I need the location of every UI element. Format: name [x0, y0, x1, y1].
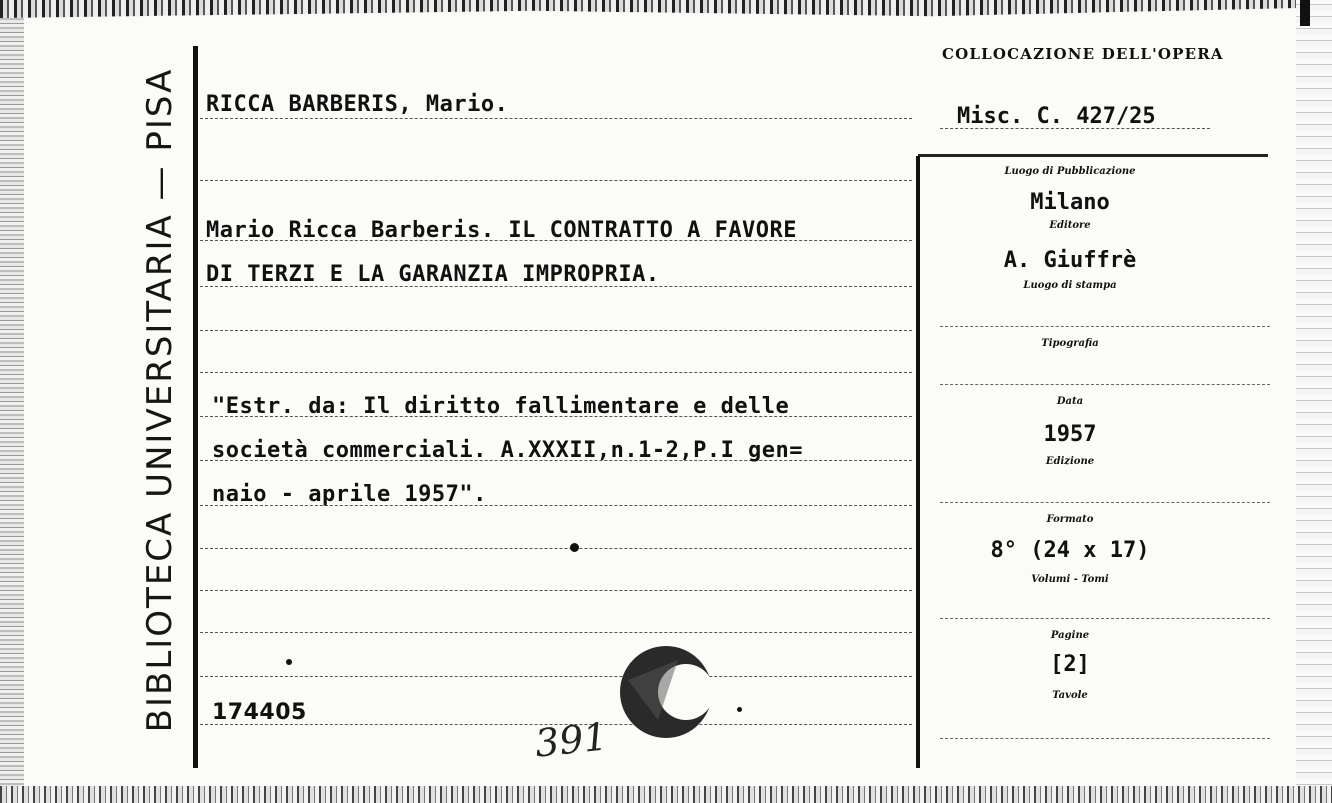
label-tipografia: Tipografia [1041, 338, 1099, 349]
ruled-line [200, 118, 912, 119]
value-editore: A. Giuffrè [1003, 248, 1137, 273]
ruled-line [200, 548, 912, 549]
label-editore: Editore [1049, 220, 1091, 231]
author-heading: RICCA BARBERIS, Mario. [206, 92, 509, 117]
ink-stamp-mark [618, 640, 718, 740]
card-edge-right [1296, 0, 1332, 803]
panel-line [940, 738, 1270, 739]
label-edizione: Edizione [1045, 456, 1095, 467]
panel-line [940, 502, 1270, 503]
value-data: 1957 [1043, 422, 1097, 447]
card-edge-left [0, 0, 24, 803]
title-line: DI TERZI E LA GARANZIA IMPROPRIA. [206, 262, 660, 287]
value-pagine: [2] [1050, 652, 1090, 677]
shelfmark: Misc. C. 427/25 [957, 104, 1156, 129]
ink-dot [737, 707, 742, 712]
note-line: società commerciali. A.XXXII,n.1-2,P.I gen= [212, 438, 804, 463]
ruled-line [200, 372, 912, 373]
card-edge-bottom [0, 786, 1332, 803]
ink-dot [286, 659, 292, 665]
note-line: "Estr. da: Il diritto fallimentare e delle [212, 394, 790, 419]
label-data: Data [1056, 396, 1084, 407]
label-luogo-pubblicazione: Luogo di Pubblicazione [1004, 166, 1136, 177]
panel-line [940, 618, 1270, 619]
label-volumi-tomi: Volumi - Tomi [1031, 574, 1109, 585]
left-margin-rule [193, 46, 198, 768]
label-formato: Formato [1046, 514, 1094, 525]
panel-top-rule [918, 154, 1268, 157]
note-line: naio - aprile 1957". [212, 482, 487, 507]
collocation-heading: COLLOCAZIONE DELL'OPERA [942, 45, 1224, 63]
ruled-line [200, 180, 912, 181]
library-name: BIBLIOTECA UNIVERSITARIA — PISA [140, 67, 180, 733]
panel-line [940, 384, 1270, 385]
title-line: Mario Ricca Barberis. IL CONTRATTO A FAVORE [206, 218, 798, 243]
ruled-line [200, 632, 912, 633]
label-tavole: Tavole [1052, 690, 1088, 701]
value-formato: 8° (24 x 17) [990, 538, 1150, 563]
card-edge-top [0, 0, 1332, 18]
ink-dot [570, 543, 579, 552]
value-luogo-pubblicazione: Milano [1030, 190, 1110, 215]
inventory-number: 174405 [212, 700, 307, 725]
ruled-line [940, 128, 1210, 129]
card-edge-mark [1300, 0, 1310, 26]
handwritten-number: 391 [532, 714, 610, 766]
label-pagine: Pagine [1050, 630, 1090, 641]
ruled-line [200, 330, 912, 331]
label-luogo-stampa: Luogo di stampa [1023, 280, 1117, 291]
panel-left-rule [916, 156, 920, 768]
ruled-line [200, 590, 912, 591]
ruled-line [200, 676, 912, 677]
panel-line [940, 326, 1270, 327]
